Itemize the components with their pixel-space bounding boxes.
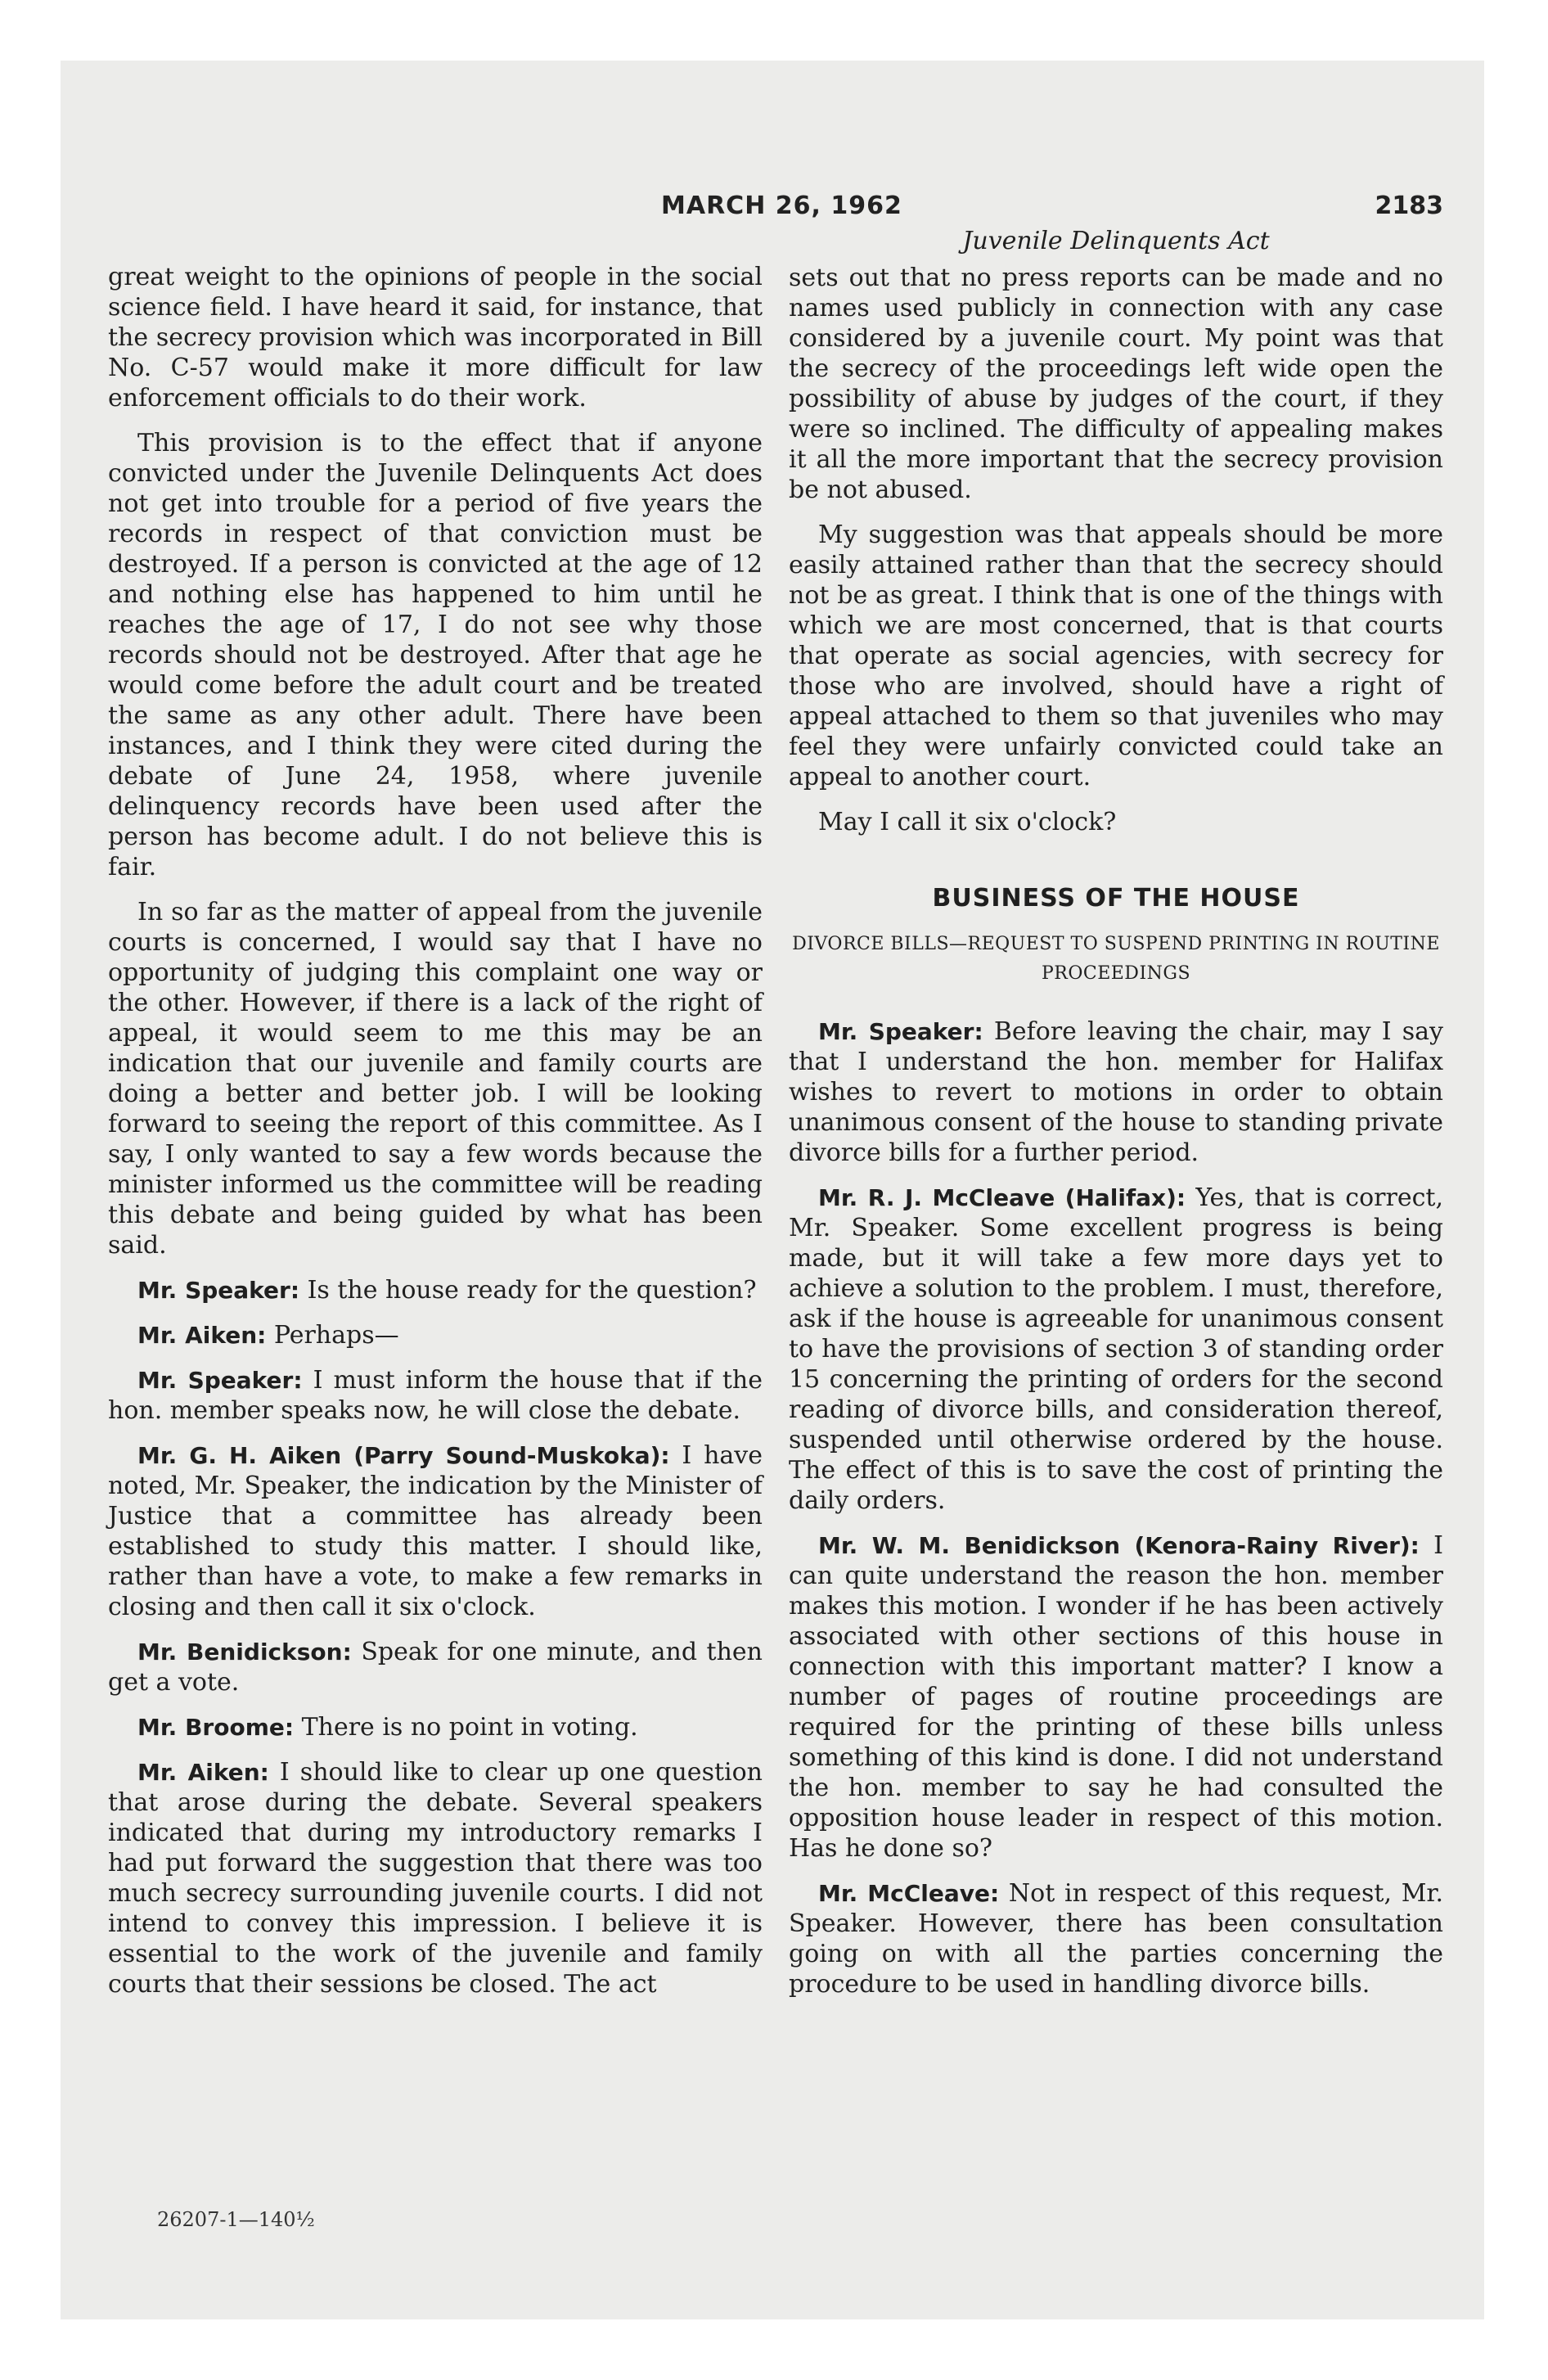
printer-footnote: 26207-1—140½ xyxy=(157,2208,315,2231)
speaker-name: Mr. R. J. McCleave (Halifax): xyxy=(818,1184,1186,1211)
page-number: 2183 xyxy=(1375,192,1443,220)
speech-paragraph: Mr. Aiken: Perhaps— xyxy=(137,1321,399,1350)
speech-paragraph: Mr. G. H. Aiken (Parry Sound-Muskoka): I have noted, Mr. Speaker, the indication by the Minister of Justice that a committee has already been established to study this matter. I should like, rather than have a vote, to make a few remarks in closing and then call it six o'clock. xyxy=(108,1441,763,1621)
section-subtitle: DIVORCE BILLS—REQUEST TO SUSPEND PRINTING IN ROUTINE PROCEEDINGS xyxy=(792,934,1440,984)
speech-paragraph: Mr. Benidickson: Speak for one minute, and then get a vote. xyxy=(108,1638,763,1697)
speech-paragraph: Mr. R. J. McCleave (Halifax): Yes, that is correct, Mr. Speaker. Some excellent progress is being made, but it will take a few more days yet to achieve a solution to the problem. I must, therefore, ask if the house is agreeable for unanimous consent to have the provisions of section 3 of standing order 15 concerning the printing of orders for the second reading of divorce bills, and consideration thereof, suspended until otherwise ordered by the house. The effect of this is to save the cost of printing the daily orders. xyxy=(789,1183,1443,1515)
speech-paragraph: Mr. Speaker: Before leaving the chair, may I say that I understand the hon. member for Halifax wishes to revert to motions in order to obtain unanimous consent of the house to standing private divorce bills for a further period. xyxy=(789,1017,1443,1167)
paragraph: May I call it six o'clock? xyxy=(818,808,1117,836)
speech-paragraph: Mr. W. M. Benidickson (Kenora-Rainy River): I can quite understand the reason the hon. member makes this motion. I wonder if he has been actively associated with other sections of this house in connection with this important matter? I know a number of pages of routine proceedings are required for the printing of these bills unless something of this kind is done. I did not understand the hon. member to say he had consulted the opposition house leader in respect of this motion. Has he done so? xyxy=(789,1531,1443,1863)
section-title: BUSINESS OF THE HOUSE xyxy=(932,884,1300,913)
speaker-name: Mr. Aiken: xyxy=(137,1322,267,1349)
speech-paragraph: Mr. Aiken: I should like to clear up one question that arose during the debate. Several speakers indicated that during my introductory remarks I had put forward the suggestion that there was too much secrecy surrounding juvenile courts. I did not intend to convey this impression. I believe it is essential to the work of the juvenile and family courts that their sessions be closed. The act xyxy=(108,1758,763,1999)
speaker-name: Mr. Speaker: xyxy=(137,1367,303,1394)
header-date: MARCH 26, 1962 xyxy=(661,192,902,220)
speaker-name: Mr. McCleave: xyxy=(818,1880,1000,1907)
paragraph: great weight to the opinions of people in the social science field. I have heard it said, for instance, that the secrecy provision which was incorporated in Bill No. C-57 would make it more difficult for law enforcement officials to do their work. xyxy=(108,263,763,412)
speech-paragraph: Mr. McCleave: Not in respect of this request, Mr. Speaker. However, there has been consultation going on with all the parties concerning the procedure to be used in handling divorce bills. xyxy=(789,1879,1443,1999)
paragraph: sets out that no press reports can be made and no names used publicly in connection with any case considered by a juvenile court. My point was that the secrecy of the proceedings left wide open the possibility of abuse by judges of the court, if they were so inclined. The difficulty of appealing makes it all the more important that the secrecy provision be not abused. xyxy=(789,264,1443,504)
speaker-name: Mr. Broome: xyxy=(137,1714,295,1741)
paragraph: This provision is to the effect that if anyone convicted under the Juvenile Delinquents Act does not get into trouble for a period of five years the records in respect of that conviction must be destroyed. If a person is convicted at the age of 12 and nothing else has happened to him until he reaches the age of 17, I do not see why those records should not be destroyed. After that age he would come before the adult court and be treated the same as any other adult. There have been instances, and I think they were cited during the debate of June 24, 1958, where juvenile delinquency records have been used after the person has become adult. I do not believe this is fair. xyxy=(108,429,763,881)
speech-paragraph: Mr. Speaker: Is the house ready for the question? xyxy=(137,1276,757,1305)
running-title: Juvenile Delinquents Act xyxy=(962,227,1270,255)
left-column xyxy=(108,262,763,2014)
speech-paragraph: Mr. Speaker: I must inform the house that if the hon. member speaks now, he will close the debate. xyxy=(108,1366,763,1425)
paragraph: My suggestion was that appeals should be more easily attained rather than that the secrecy should not be as great. I think that is one of the things with which we are most concerned, that is that courts that operate as social agencies, with secrecy for those who are involved, should have a right of appeal attached to them so that juveniles who may feel they were unfairly convicted could take an appeal to another court. xyxy=(789,521,1443,791)
paragraph: In so far as the matter of appeal from the juvenile courts is concerned, I would say that I have no opportunity of judging this complaint one way or the other. However, if there is a lack of the right of appeal, it would seem to me this may be an indication that our juvenile and family courts are doing a better and better job. I will be looking forward to seeing the report of this committee. As I say, I only wanted to say a few words because the minister informed us the committee will be reading this debate and being guided by what has been said. xyxy=(108,898,763,1260)
document-page xyxy=(61,61,1484,2319)
speaker-name: Mr. W. M. Benidickson (Kenora-Rainy River): xyxy=(818,1532,1420,1559)
speaker-name: Mr. Benidickson: xyxy=(137,1639,352,1666)
speech-paragraph: Mr. Broome: There is no point in voting. xyxy=(137,1713,638,1742)
speaker-name: Mr. Aiken: xyxy=(137,1759,269,1786)
speaker-name: Mr. Speaker: xyxy=(818,1018,983,1045)
speaker-name: Mr. Speaker: xyxy=(137,1277,300,1304)
speaker-name: Mr. G. H. Aiken (Parry Sound-Muskoka): xyxy=(137,1442,670,1469)
right-column xyxy=(789,227,1443,2014)
